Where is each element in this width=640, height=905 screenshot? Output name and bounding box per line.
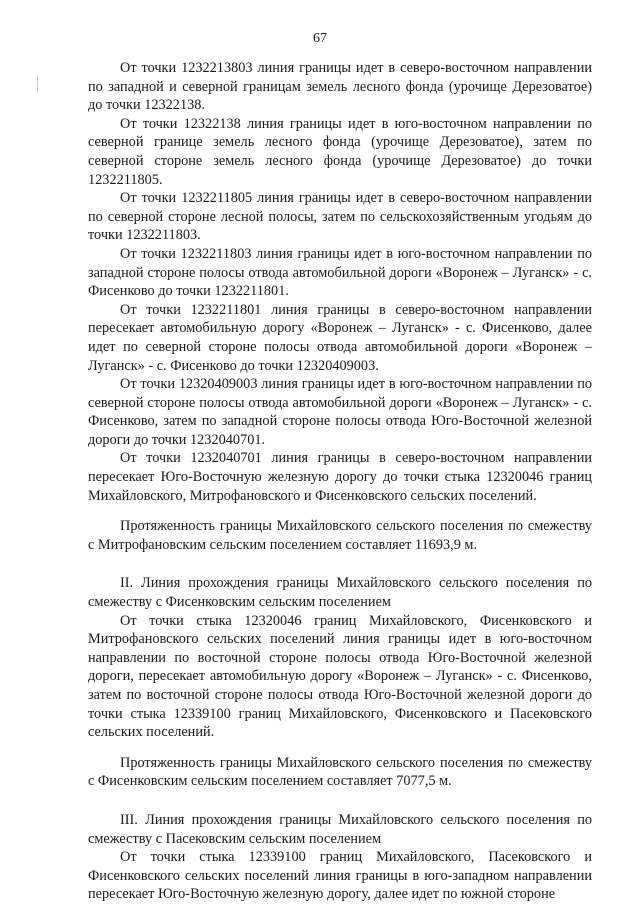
paragraph: От точки 1232211801 линия границы в северо-восточном направлении пересекает автомобильную дорогу «Воронеж – Луганск» - с. Фисенково, далее идет по северной стороне полосы отвода автомобильной дороги «Воронеж – Луганск» - с. Фисенково до точки 12320409003. — [88, 301, 592, 374]
paragraph: От точки 12320409003 линия границы идет в юго-восточном направлении по северной стороне полосы отвода автомобильной дороги «Воронеж – Луганск» - с. Фисенково, затем по западной стороне полосы отвода Юго-Восточной железной дороги до точки 1232040701. — [88, 376, 592, 448]
paragraph: От точки 12322138 линия границы идет в юго-восточном направлении по северной границе земель лесного фонда (урочище Дерезоватое), затем по северной стороне земель лесного фонда (урочище Дерезоватое) до точки 1232211805. — [88, 115, 592, 188]
margin-mark — [37, 77, 38, 91]
paragraph: От точки стыка 12339100 границ Михайловского, Пасековского и Фисенковского сельских поселений линия границы в юго-западном направлении пересекает Юго-Восточную железную дорогу, далее идет по южной стороне — [88, 849, 592, 903]
paragraph: От точки 1232211803 линия границы идет в юго-восточном направлении по западной стороне полосы отвода автомобильной дороги «Воронеж – Луганск» - с. Фисенково до точки 1232211801. — [88, 245, 592, 300]
section-heading-ii: II. Линия прохождения границы Михайловского сельского поселения по смежеству с Фисенковским сельским поселением — [88, 575, 592, 611]
paragraph-summary: Протяженность границы Михайловского сельского поселения по смежеству с Митрофановским сельским поселением составляет 11693,9 м. — [88, 518, 592, 553]
paragraph-summary: Протяженность границы Михайловского сельского поселения по смежеству с Фисенковским сельским поселением составляет 7077,5 м. — [88, 754, 592, 790]
paragraph: От точки 1232211805 линия границы идет в северо-восточном направлении по северной стороне лесной полосы, затем по сельскохозяйственным угодьям до точки 1232211803. — [88, 190, 592, 244]
paragraph: От точки 1232040701 линия границы в северо-восточном направлении пересекает Юго-Восточную железную дорогу до точки стыка 12320046 границ Михайловского, Митрофановского и Фисенковского сельских поселений. — [88, 450, 592, 504]
document-body — [88, 59, 592, 904]
paragraph: От точки 1232213803 линия границы идет в северо-восточном направлении по западной и северной границам земель лесного фонда (урочище Дерезоватое) до точки 12322138. — [88, 60, 592, 114]
page-number: 67 — [313, 31, 327, 46]
paragraph: От точки стыка 12320046 границ Михайловского, Фисенковского и Митрофановского сельских поселений линия границы идет в юго-восточном направлении по восточной стороне полосы отвода Юго-Восточной железной дороги, пересекает автомобильную дорогу «Воронеж – Луганск» - с. Фисенково, затем по восточной стороне полосы отвода Юго-Восточной железной дороги до точки стыка 12339100 границ Михайловского, Фисенковского и Пасековского сельских поселений. — [88, 612, 592, 741]
section-heading-iii: III. Линия прохождения границы Михайловского сельского поселения по смежеству с Пасековским сельским поселением — [88, 811, 592, 847]
